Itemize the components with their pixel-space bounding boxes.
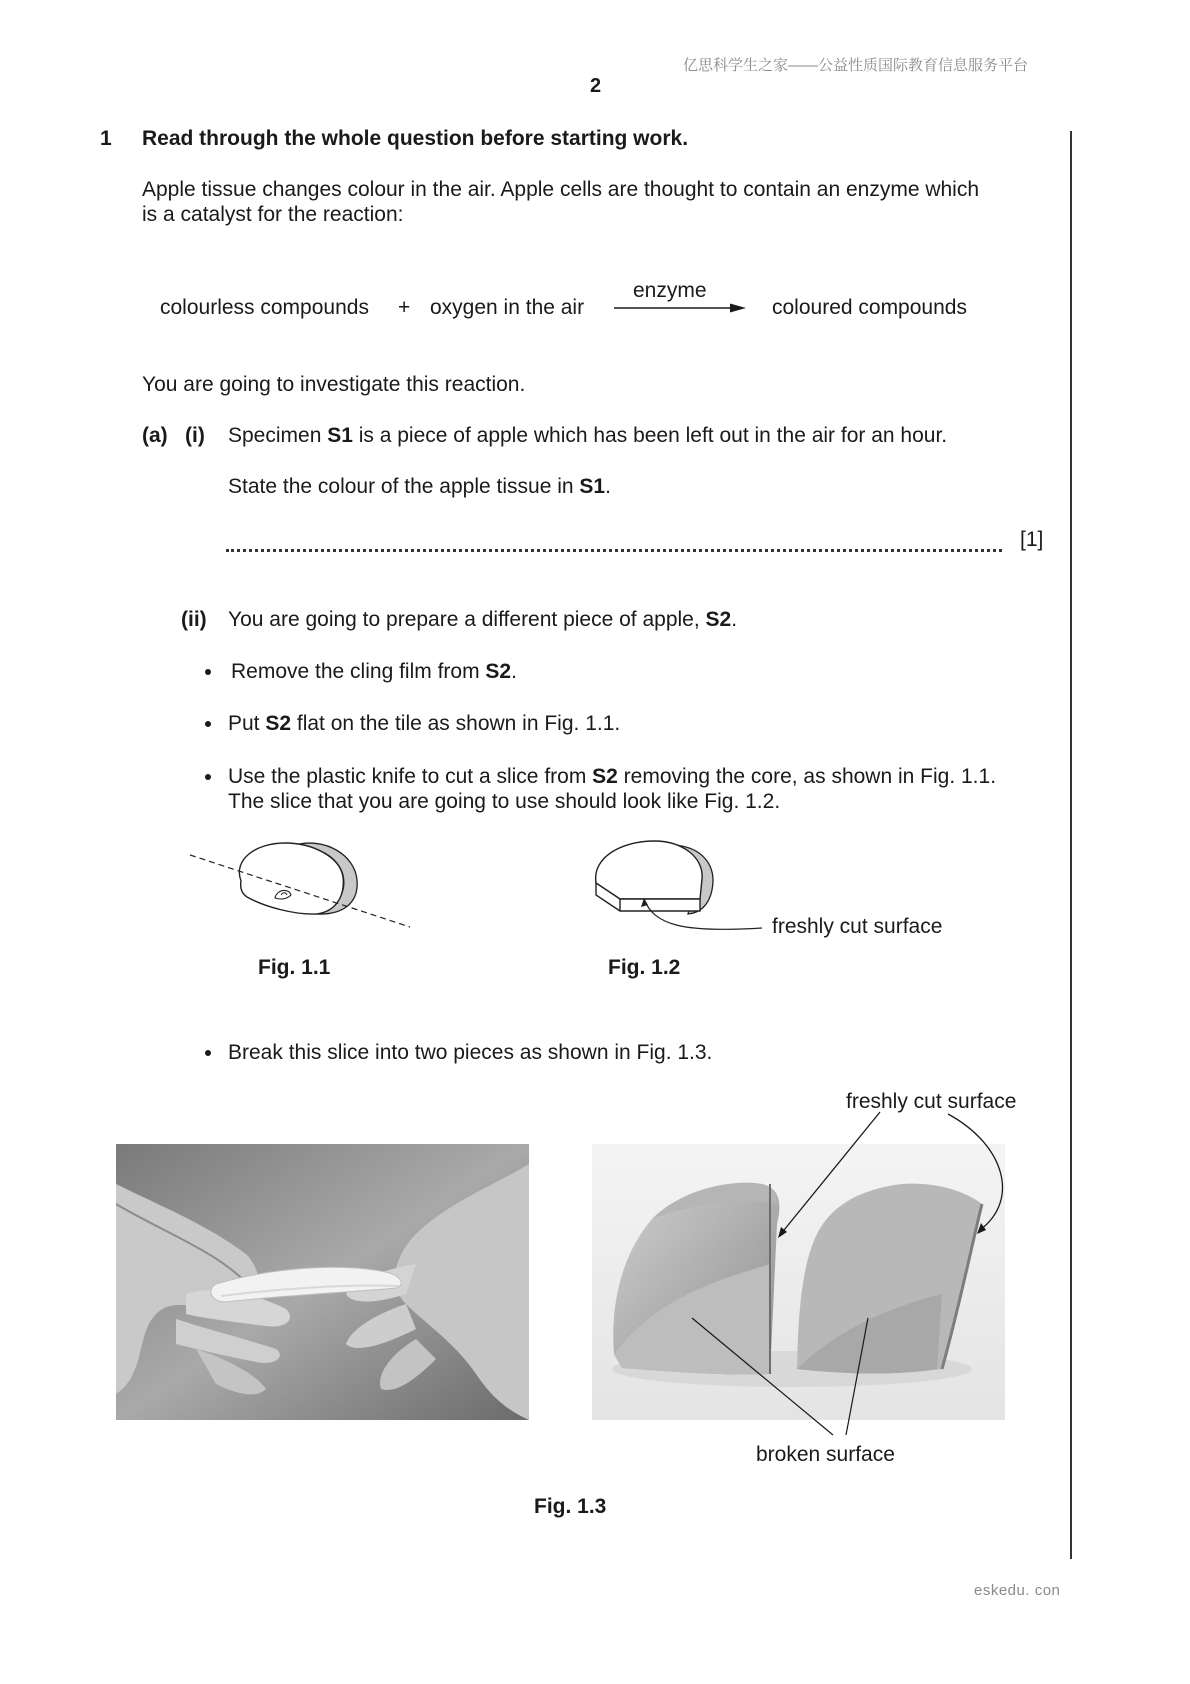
part-a-i-text-pre: Specimen — [228, 424, 328, 447]
part-a-i-text-post: is a piece of apple which has been left out in the air for an hour. — [352, 424, 948, 447]
fig-1-1-diagram — [185, 835, 415, 935]
equation-reactant-2: oxygen in the air — [430, 296, 585, 319]
question-number: 1 — [100, 127, 112, 150]
intro-line-1: Apple tissue changes colour in the air. Apple cells are thought to contain an enzyme which — [142, 178, 980, 201]
bullet-3-post: removing the core, as shown in Fig. 1.1. — [617, 765, 997, 788]
margin-rule — [1070, 131, 1072, 1559]
part-a-label: (a) — [142, 424, 168, 447]
bullet-item-4: Break this slice into two pieces as shown in Fig. 1.3. — [228, 1041, 713, 1064]
part-a-i-state — [228, 474, 611, 500]
answer-line[interactable] — [226, 549, 1002, 552]
bullet-1-pre: Remove the cling film from — [231, 660, 486, 683]
reaction-arrow-icon — [614, 300, 750, 316]
state-s1: S1 — [579, 475, 606, 498]
bullet-item-3-line-2: The slice that you are going to use should look like Fig. 1.2. — [228, 790, 781, 813]
part-a-ii-label: (ii) — [181, 608, 207, 631]
fig-1-1-caption: Fig. 1.1 — [258, 956, 331, 979]
state-post: . — [605, 475, 611, 498]
part-a-ii-text-pre: You are going to prepare a different piece of apple, — [228, 608, 706, 631]
fig-1-3-label-top: freshly cut surface — [846, 1090, 1017, 1113]
equation-plus: + — [398, 296, 411, 319]
part-a-ii-text — [228, 607, 737, 633]
fig-1-2-diagram — [592, 835, 772, 935]
header-site-name: 亿思科学生之家——公益性质国际教育信息服务平台 — [683, 57, 1029, 74]
specimen-s1: S1 — [327, 424, 353, 447]
fig-1-3-annotation-arrows — [580, 1100, 1020, 1460]
bullet-item-1 — [231, 659, 517, 685]
fig-1-3-caption: Fig. 1.3 — [534, 1495, 607, 1518]
bullet-1-post: . — [511, 660, 517, 683]
bullet-icon — [205, 721, 211, 727]
bullet-item-3 — [228, 764, 996, 790]
fig-1-2-label: freshly cut surface — [772, 915, 943, 938]
fig-1-2-caption: Fig. 1.2 — [608, 956, 681, 979]
fig-1-3-label-bottom: broken surface — [756, 1443, 895, 1466]
bullet-1-bold: S2 — [485, 660, 512, 683]
question-instruction: Read through the whole question before starting work. — [142, 127, 689, 150]
page-number: 2 — [590, 75, 602, 97]
equation-arrow-label: enzyme — [633, 279, 707, 302]
part-a-i-label: (i) — [185, 424, 205, 447]
part-a-i-text — [228, 423, 947, 449]
bullet-3-bold: S2 — [592, 765, 618, 788]
specimen-s2: S2 — [705, 608, 732, 631]
hands-breaking-slice-photo — [116, 1144, 529, 1420]
marks-label: [1] — [1020, 528, 1044, 551]
bullet-2-pre: Put — [228, 712, 266, 735]
footer-site: eskedu. con — [974, 1582, 1061, 1599]
bullet-3-pre: Use the plastic knife to cut a slice from — [228, 765, 593, 788]
bullet-item-2 — [228, 711, 620, 737]
intro-line-2: is a catalyst for the reaction: — [142, 203, 404, 226]
bullet-icon — [205, 774, 211, 780]
bullet-icon — [205, 669, 211, 675]
bullet-icon — [205, 1050, 211, 1056]
equation-reactant-1: colourless compounds — [160, 296, 369, 319]
investigate-text: You are going to investigate this reaction. — [142, 373, 526, 396]
state-pre: State the colour of the apple tissue in — [228, 475, 580, 498]
equation-product: coloured compounds — [772, 296, 967, 319]
part-a-ii-text-post: . — [731, 608, 738, 631]
bullet-2-bold: S2 — [265, 712, 292, 735]
bullet-2-post: flat on the tile as shown in Fig. 1.1. — [291, 712, 621, 735]
